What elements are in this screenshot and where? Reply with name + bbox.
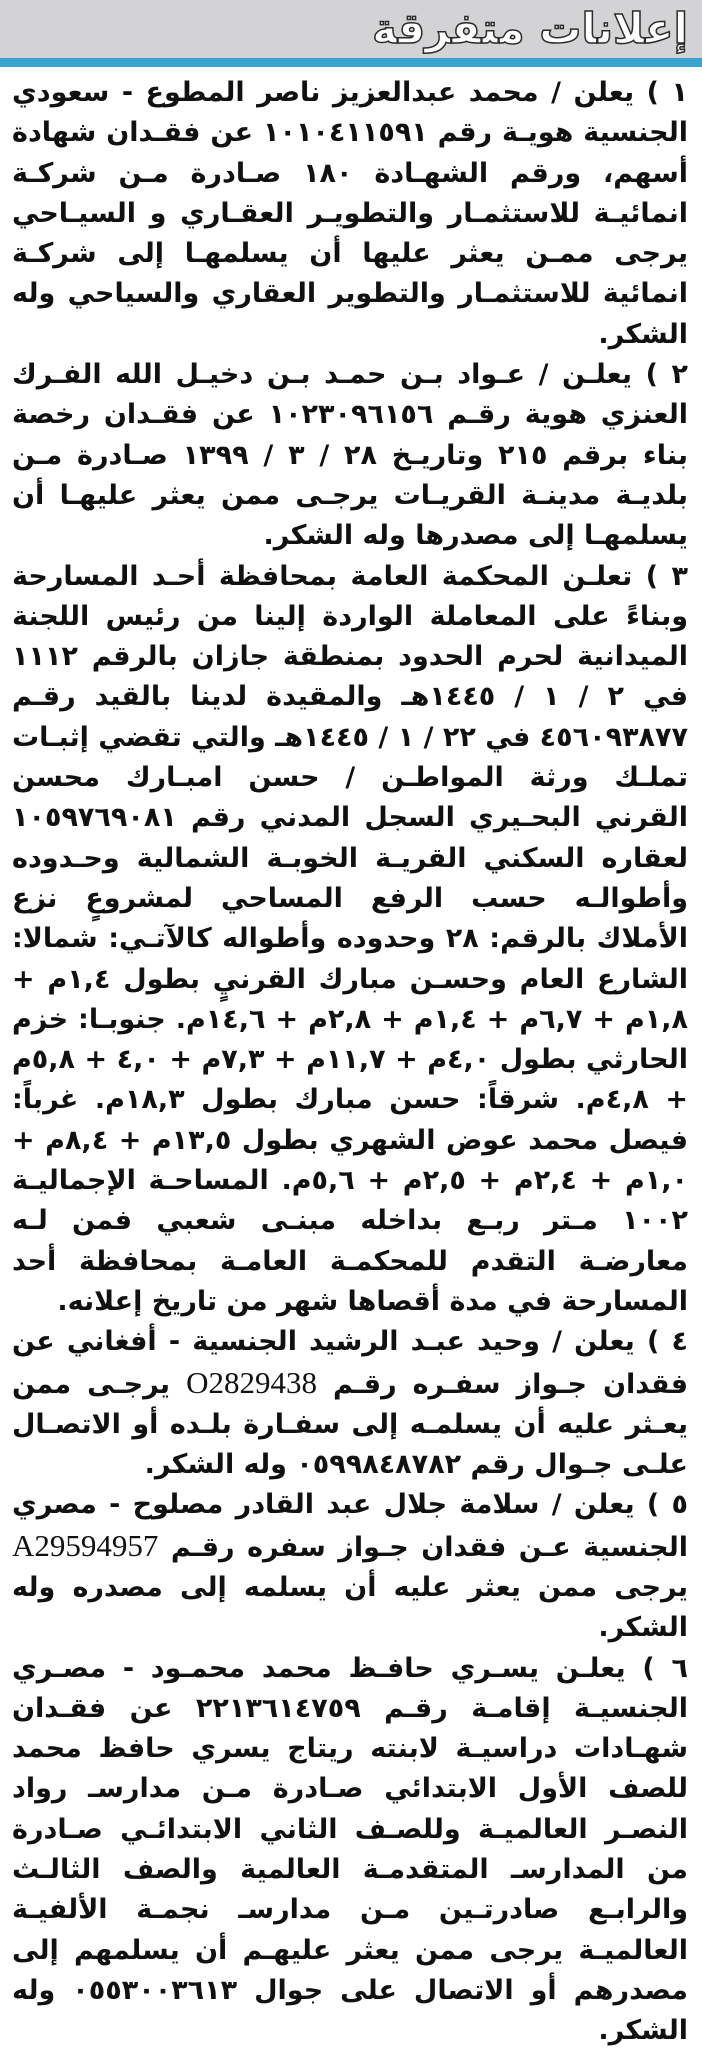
ad-item-1 (12, 73, 688, 355)
ad-text-after: يرجى ممن يعثر عليه أن يسلمه إلى مصدره وله الشكر. (12, 1571, 688, 1644)
ad-item-6 (12, 1649, 688, 2052)
ad-number: ٥ ) (646, 1489, 688, 1521)
ad-item-3 (12, 557, 688, 1323)
header-divider-strip (0, 58, 702, 67)
section-title: إعلانات متفرقة (372, 4, 688, 53)
ad-text: تعلـن المحكمة العامة بمحافظة أحـد المسارحة وبناءً على المعاملة الواردة إلينا من رئيس اللجنة الميدانية لحرم الحدود بمنطقة جازان بالرقم ١١١٢ في ٢ / ١ / ١٤٤٥هـ والمقيدة لدينا بالقيد رقـم ٤٥٦٠٩٣٨٧٧ في ٢٢ / ١ / ١٤٤٥هـ والتي تقضي إثبـات تملـك ورثة المواطـن / حسن امبـارك محسن القرني البحـيري السجل المدني رقم ١٠٥٩٧٦٩٠٨١ لعقاره السكني القريـة الخوبـة الشمالية وحـدوده وأطوالـه حسب الرفع المساحي لمشروعٍ نزع الأملاك بالرقم: ٢٨ وحدوده وأطواله كالآتـي: شمالا: الشارع العام وحسـن مبارك القرنيٍ بطول ١,٤م + ١,٨م + ٦,٧م + ١,٤م + ٢,٨م + ١٤,٦م. جنوبـا: خزم الحارثي بطول ٤,٠م + ١١,٧م + ٧,٣م + ٤,٠ + ٥,٨م + ٤,٨م. شرقاً: حسن مبارك بطول ١٨,٣م. غرباً: فيصل محمد عوض الشهري بطول ١٣,٥م + ٨,٤م + ١,٠م + ٢,٤م + ٢,٥م + ٥,٦م. المساحـة الإجماليـة ١٠٠٢ مـتر ربـع بداخله مبنـى شعبي فمن لـه معارضـة التقدم للمحكمـة العامـة بمحافظة أحد المسارحة في مدة أقصاها شهر من تاريخ إعلانه. (12, 560, 689, 1317)
ad-item-5 (12, 1485, 688, 1648)
ad-text: يعلـن / عـواد بـن حمـد بـن دخيـل الله الفـرك العنزي هوية رقـم ١٠٢٣٠٩٦١٥٦ عن فقـدان رخصة بناء برقم ٢١٥ وتاريـخ ٢٨ / ٣ / ١٣٩٩ صـادرة مـن بلديـة مدينـة القريـات يرجـى ممن يعثر عليهـا أن يسلمهـا إلى مصدرها وله الشكر. (12, 359, 688, 552)
ad-item-2 (12, 355, 688, 556)
passport-number: O2829438 (186, 1364, 317, 1400)
section-header (0, 0, 702, 58)
ad-number: ١ ) (646, 77, 688, 108)
ad-text: يعلـن يسـري حافـظ محمد محمـود - مصـري الجنسيـة إقامـة رقـم ٢٢١٣٦١٤٧٥٩ عن فقـدان شهـادات دراسيـة لابنته ريتاج يسري حافظ محمد للصف الأول الابتدائي صـادرة مـن مدارسـ رواد النصـر العالميـة وللصـف الثاني الابتدائـي صـادرة من المدارسـ المتقدمـة العالمية والصف الثالـث والرابـع صادرتـين مـن مدارسـ نجمـة الألفيـة العالميـة يرجى ممن يعثر عليهـم أن يسلمهم إلى مصدرهم أو الاتصال على جوال ٠٥٥٣٠٠٣٦١٣ وله الشكر. (12, 1652, 688, 2047)
classified-ads-list (0, 67, 702, 2052)
ad-text: يعلن / محمد عبدالعزيز ناصر المطوع - سعودي الجنسية هويـة رقم ١٠١٠٤١١٥٩١ عن فقـدان شهادة أسهم، ورقم الشهـادة ١٨٠ صـادرة مـن شركـة انمائيـة للاستثمـار والتطويـر العقـاري و السيـاحي يرجى ممـن يعثر عليها أن يسلمهـا إلى شركـة انمائية للاستثمـار والتطوير العقاري والسياحي وله الشكر. (12, 77, 689, 350)
ad-text-before: يعلن / وحيد عبـد الرشيد الجنسية - أفغاني عن فقدان جـواز سفـره رقـم (12, 1326, 688, 1400)
ad-text-after: يرجـى ممن يعـثر عليه أن يسلمـه إلى سفـارة بلـده أو الاتصـال علـى جـوال رقم ٠٥٩٩٨٤٨٧٨٢ وله الشكر. (12, 1368, 688, 1481)
ad-number: ٣ ) (645, 560, 688, 592)
ad-text-before: يعلن / سلامة جلال عبد القادر مصلوح - مصري الجنسية عـن فقدان جـواز سفره رقـم (12, 1489, 688, 1563)
ad-number: ٢ ) (645, 359, 688, 391)
ad-item-4 (12, 1322, 688, 1485)
ad-number: ٤ ) (647, 1326, 688, 1358)
passport-number: A29594957 (12, 1527, 159, 1563)
ad-number: ٦ ) (642, 1652, 688, 1684)
